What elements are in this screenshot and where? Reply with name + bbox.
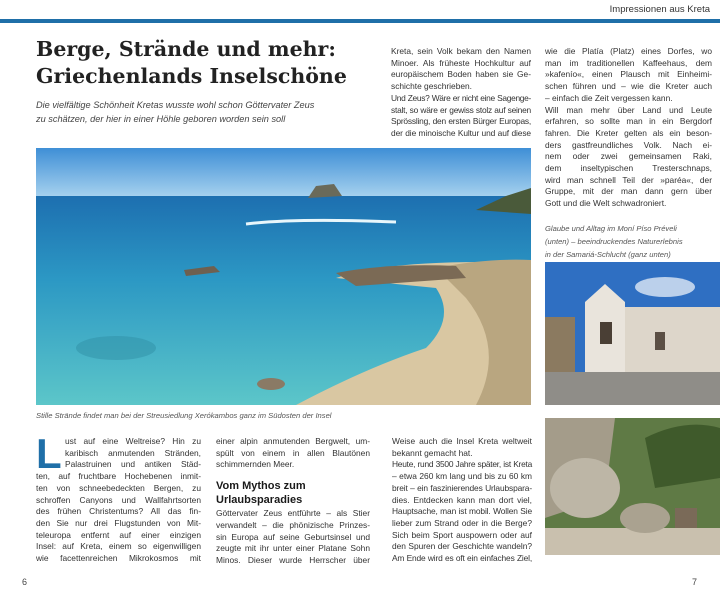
text-line: Will man mehr über Land und Leute <box>545 104 712 115</box>
text-line: dies. Entdecken kann man dort viel, <box>392 494 532 505</box>
text-line: Göttervater Zeus entführte – als Stier <box>216 508 370 519</box>
text-line: spült von einem in allen Blautönen <box>216 447 370 458</box>
heading-line: Urlaubsparadies <box>216 494 303 507</box>
text-line: Gott und die Welt schwadroniert. <box>545 198 667 209</box>
heading-line: Vom Mythos zum <box>216 480 306 493</box>
text-line: nem oder zwei gemeinsamen Raki, <box>545 151 712 162</box>
text-line: einer alpin anmutenden Bergwelt, um- <box>216 436 370 446</box>
text-line: sin Europa auf seine Geburtsinsel und <box>216 531 370 542</box>
text-line: schen führen und – wie die Kreter auch <box>545 81 712 92</box>
page-title <box>36 36 347 90</box>
subtitle <box>36 98 381 126</box>
text-line: Sich beim Sport auspowern oder auf <box>392 529 532 540</box>
body-column-1 <box>36 430 201 565</box>
text-line: Und Zeus? Wäre er nicht eine Sagenge- <box>391 92 531 103</box>
text-line: wie facettenreichen Mikrokosmos mit <box>36 553 201 564</box>
text-line: des frühen Christentums? All das fin- <box>36 506 201 517</box>
text-line: erfahren, so sollte man in ein Bergdorf <box>545 116 712 127</box>
body-column-3 <box>392 436 532 565</box>
text-line: fahren. Die Kreter gelten als ein beson- <box>545 127 712 138</box>
text-line: Heute, rund 3500 Jahre später, ist Kreta <box>392 459 532 470</box>
text-line: verwandelt – die phönizische Prinzes- <box>216 519 370 530</box>
caption-main: Stille Strände findet man bei der Streusiedlung Xerókambos ganz im Südosten der Insel <box>36 411 332 420</box>
text-line: man im traditionellen Kaffeehaus, dem <box>545 57 712 68</box>
body-column-2 <box>216 436 370 567</box>
title-line: Griechenlands Inselschöne <box>36 64 347 88</box>
header-rule <box>0 19 720 23</box>
text-line: ders gastfreundliches Volk. Nach ei- <box>545 139 712 150</box>
text-line: – etwa 260 km lang und bis zu 60 km <box>392 471 532 482</box>
page-number-left: 6 <box>22 577 28 587</box>
text-line: Kreta, sein Volk bekam den Namen <box>391 46 531 56</box>
text-line: teleuropa entfernt auf einer einzigen <box>36 529 201 540</box>
text-line: den Sie nur drei Flugstunden von Mit- <box>36 517 201 528</box>
caption-right <box>545 222 683 261</box>
text-line: europäischem Boden haben sie Ge- <box>391 69 531 80</box>
text-line: dem inseltypischen Tresterschnaps, <box>545 163 712 174</box>
text-line: lieber zum Strand oder in die Berge? <box>392 517 532 528</box>
text-line: Am Ende wird es oft ein einfaches Ziel, <box>392 553 532 564</box>
drop-cap: L <box>36 430 62 477</box>
text-line: der die minoische Kultur und auf diese <box>391 127 531 138</box>
text-line: wie die Platía (Platz) eines Dorfes, wo <box>545 46 712 56</box>
text-line: Sprössling, den ersten Bürger Europas, <box>391 116 531 127</box>
text-line: ust auf eine Weltreise? Hin zu <box>65 436 201 446</box>
text-line: zeugte mit ihr unter einer Platane Sohn <box>216 543 370 554</box>
page-number-right: 7 <box>692 577 698 587</box>
text-line: Insel: auf Kreta, einem so eigenwilligen <box>36 541 201 552</box>
gorge-photo <box>545 418 720 555</box>
text-line: bekannt gemacht hat. <box>392 447 473 458</box>
text-line: stalt, so wäre er gewiss stolz auf seinen <box>391 104 531 115</box>
text-line: den Spuren der Geschichte wandeln? <box>392 541 532 552</box>
text-line: Hauptsache, man ist mobil. Wollen Sie <box>392 506 532 517</box>
beach-photo <box>36 148 531 405</box>
column-top-1 <box>391 46 531 140</box>
text-line: Minos. Dieser wurde Herrscher über <box>216 554 370 565</box>
text-line: schimmernden Meer. <box>216 459 295 470</box>
text-line: – einfach die Zeit vergessen kann. <box>545 92 673 103</box>
text-line: breit – ein faszinierendes Urlaubspara- <box>392 482 532 493</box>
text-line: schichte geschrieben. <box>391 81 473 92</box>
running-title: Impressionen aus Kreta <box>609 4 710 15</box>
text-line: Weise auch die Insel Kreta weltweit <box>392 436 532 446</box>
text-line: ten, auf fruchtbare Hochebenen inmit- <box>36 471 201 482</box>
subtitle-line: Die vielfältige Schönheit Kretas wusste wohl schon Göttervater Zeus <box>36 100 315 110</box>
text-line: Minoer. Als früheste Hochkultur auf <box>391 57 531 68</box>
text-line: »kafenío«, einen Plausch mit Einheimi- <box>545 69 712 80</box>
section-heading <box>216 479 370 507</box>
text-line: ten von schneebedeckten Bergen, zu <box>36 482 201 493</box>
caption-line: (unten) – beeindruckendes Naturerlebnis <box>545 237 683 246</box>
monastery-photo <box>545 262 720 405</box>
caption-line: in der Samariá-Schlucht (ganz unten) <box>545 250 671 259</box>
text-line: wird man schnell Teil der »paréa«, der <box>545 174 712 185</box>
text-line: Gruppe, mit der man dann gern über <box>545 186 712 197</box>
title-line: Berge, Strände und mehr: <box>36 37 336 61</box>
text-line: karibisch anmutenden Stränden, <box>65 447 201 458</box>
subtitle-line: zu schätzen, der hier in einer Höhle geboren worden sein soll <box>36 114 286 124</box>
text-line: Palastruinen und antiken Städ- <box>65 459 201 470</box>
column-top-2 <box>545 46 712 210</box>
text-line: schroffen Canyons und Wallfahrtsorten <box>36 494 201 505</box>
caption-line: Glaube und Alltag im Moní Píso Préveli <box>545 224 677 233</box>
